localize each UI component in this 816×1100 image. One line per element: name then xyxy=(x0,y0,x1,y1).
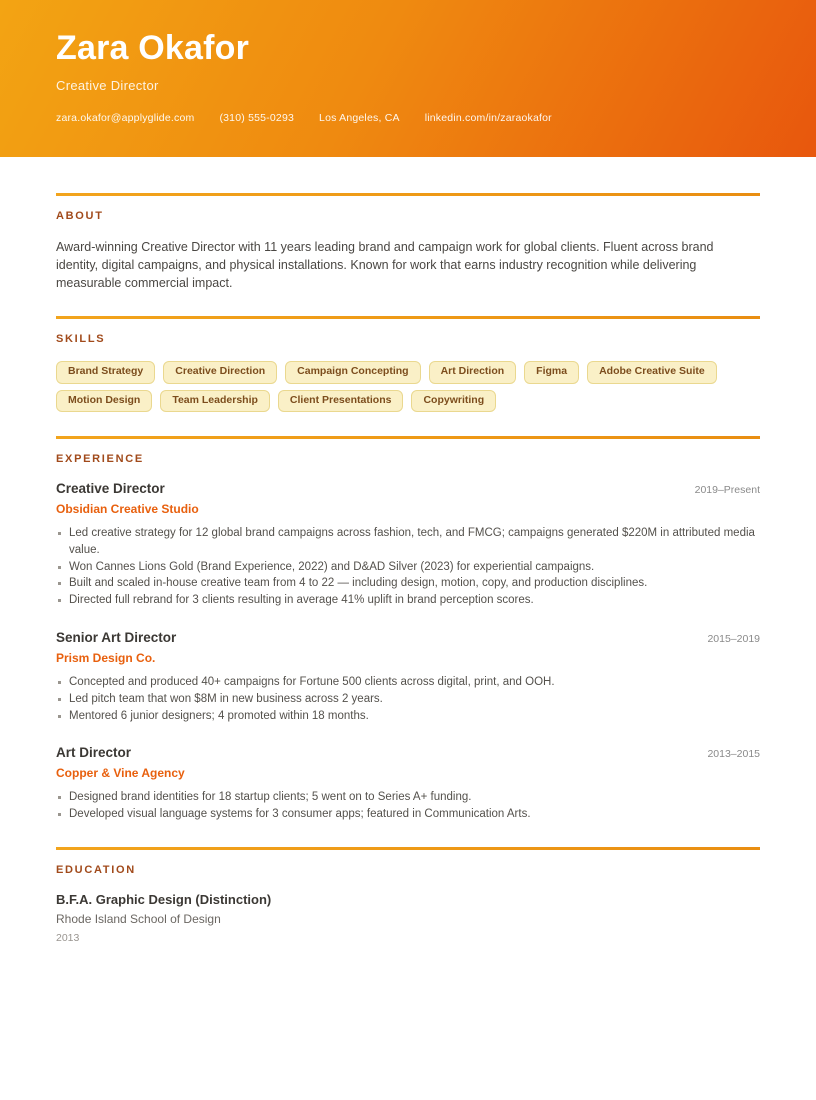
job-bullet: Built and scaled in-house creative team from 4 to 22 — including design, motion, copy, and production disciplines. xyxy=(56,575,760,592)
job-company: Obsidian Creative Studio xyxy=(56,502,199,517)
job-title: Creative Director xyxy=(56,481,165,497)
job-bullet: Led creative strategy for 12 global brand campaigns across fashion, tech, and FMCG; campaigns generated $220M in attributed media value. xyxy=(56,525,760,559)
skills-list xyxy=(56,361,760,412)
education-school: Rhode Island School of Design xyxy=(56,912,221,927)
skill-pill: Motion Design xyxy=(56,390,152,413)
section-divider xyxy=(56,436,760,439)
job-bullet: Led pitch team that won $8M in new business across 2 years. xyxy=(56,691,760,708)
job-entry xyxy=(56,630,760,724)
skill-pill: Copywriting xyxy=(411,390,496,413)
job-header-row xyxy=(56,630,760,645)
skill-pill: Brand Strategy xyxy=(56,361,155,384)
section-experience xyxy=(56,436,760,823)
resume-header xyxy=(0,0,816,157)
skill-pill: Team Leadership xyxy=(160,390,270,413)
job-bullet-list xyxy=(56,789,760,823)
job-title: Art Director xyxy=(56,745,132,761)
section-divider xyxy=(56,316,760,319)
job-bullet-list xyxy=(56,525,760,609)
resume-body xyxy=(56,157,760,944)
skill-pill: Figma xyxy=(524,361,579,384)
education-heading: EDUCATION xyxy=(56,864,136,877)
job-dates: 2015–2019 xyxy=(707,633,760,646)
job-dates: 2019–Present xyxy=(694,484,760,497)
skill-pill: Campaign Concepting xyxy=(285,361,420,384)
job-company: Copper & Vine Agency xyxy=(56,766,185,781)
job-header-row xyxy=(56,745,760,760)
contact-item: linkedin.com/in/zaraokafor xyxy=(424,112,552,125)
job-company: Prism Design Co. xyxy=(56,651,156,666)
person-job-title: Creative Director xyxy=(56,78,159,94)
job-header-row xyxy=(56,481,760,496)
about-text: Award-winning Creative Director with 11 years leading brand and campaign work for global clients. Fluent across brand identity, digital campaigns, and physical installations. Known for work that earns industry recognition while delivering measurable commercial impact. xyxy=(56,240,714,290)
about-heading: ABOUT xyxy=(56,210,104,222)
section-skills xyxy=(56,316,760,412)
skill-pill: Creative Direction xyxy=(163,361,277,384)
job-bullet: Mentored 6 junior designers; 4 promoted within 18 months. xyxy=(56,708,760,725)
job-bullet: Concepted and produced 40+ campaigns for Fortune 500 clients across digital, print, and OOH. xyxy=(56,674,760,691)
job-entry xyxy=(56,481,760,609)
section-education xyxy=(56,847,760,944)
experience-heading: EXPERIENCE xyxy=(56,453,144,466)
job-bullet-list xyxy=(56,674,760,724)
contact-item: (310) 555-0293 xyxy=(219,112,295,125)
skill-pill: Art Direction xyxy=(429,361,517,384)
job-dates: 2013–2015 xyxy=(707,748,760,761)
education-degree: B.F.A. Graphic Design (Distinction) xyxy=(56,892,272,908)
job-bullet: Developed visual language systems for 3 consumer apps; featured in Communication Arts. xyxy=(56,806,760,823)
education-year: 2013 xyxy=(56,932,80,945)
contact-item: zara.okafor@applyglide.com xyxy=(56,112,195,125)
skills-heading: SKILLS xyxy=(56,333,106,345)
job-bullet: Won Cannes Lions Gold (Brand Experience, 2022) and D&AD Silver (2023) for experiential campaigns. xyxy=(56,559,760,576)
contact-item: Los Angeles, CA xyxy=(319,112,400,125)
section-divider xyxy=(56,193,760,196)
skill-pill: Client Presentations xyxy=(278,390,404,413)
section-divider xyxy=(56,847,760,850)
job-bullet: Designed brand identities for 18 startup clients; 5 went on to Series A+ funding. xyxy=(56,789,760,806)
section-about xyxy=(56,193,760,292)
job-bullet: Directed full rebrand for 3 clients resulting in average 41% uplift in brand perception scores. xyxy=(56,592,760,609)
jobs-list xyxy=(56,481,760,823)
job-entry xyxy=(56,745,760,823)
skill-pill: Adobe Creative Suite xyxy=(587,361,717,384)
contact-row xyxy=(56,112,760,124)
person-name: Zara Okafor xyxy=(56,29,250,67)
job-title: Senior Art Director xyxy=(56,630,177,646)
